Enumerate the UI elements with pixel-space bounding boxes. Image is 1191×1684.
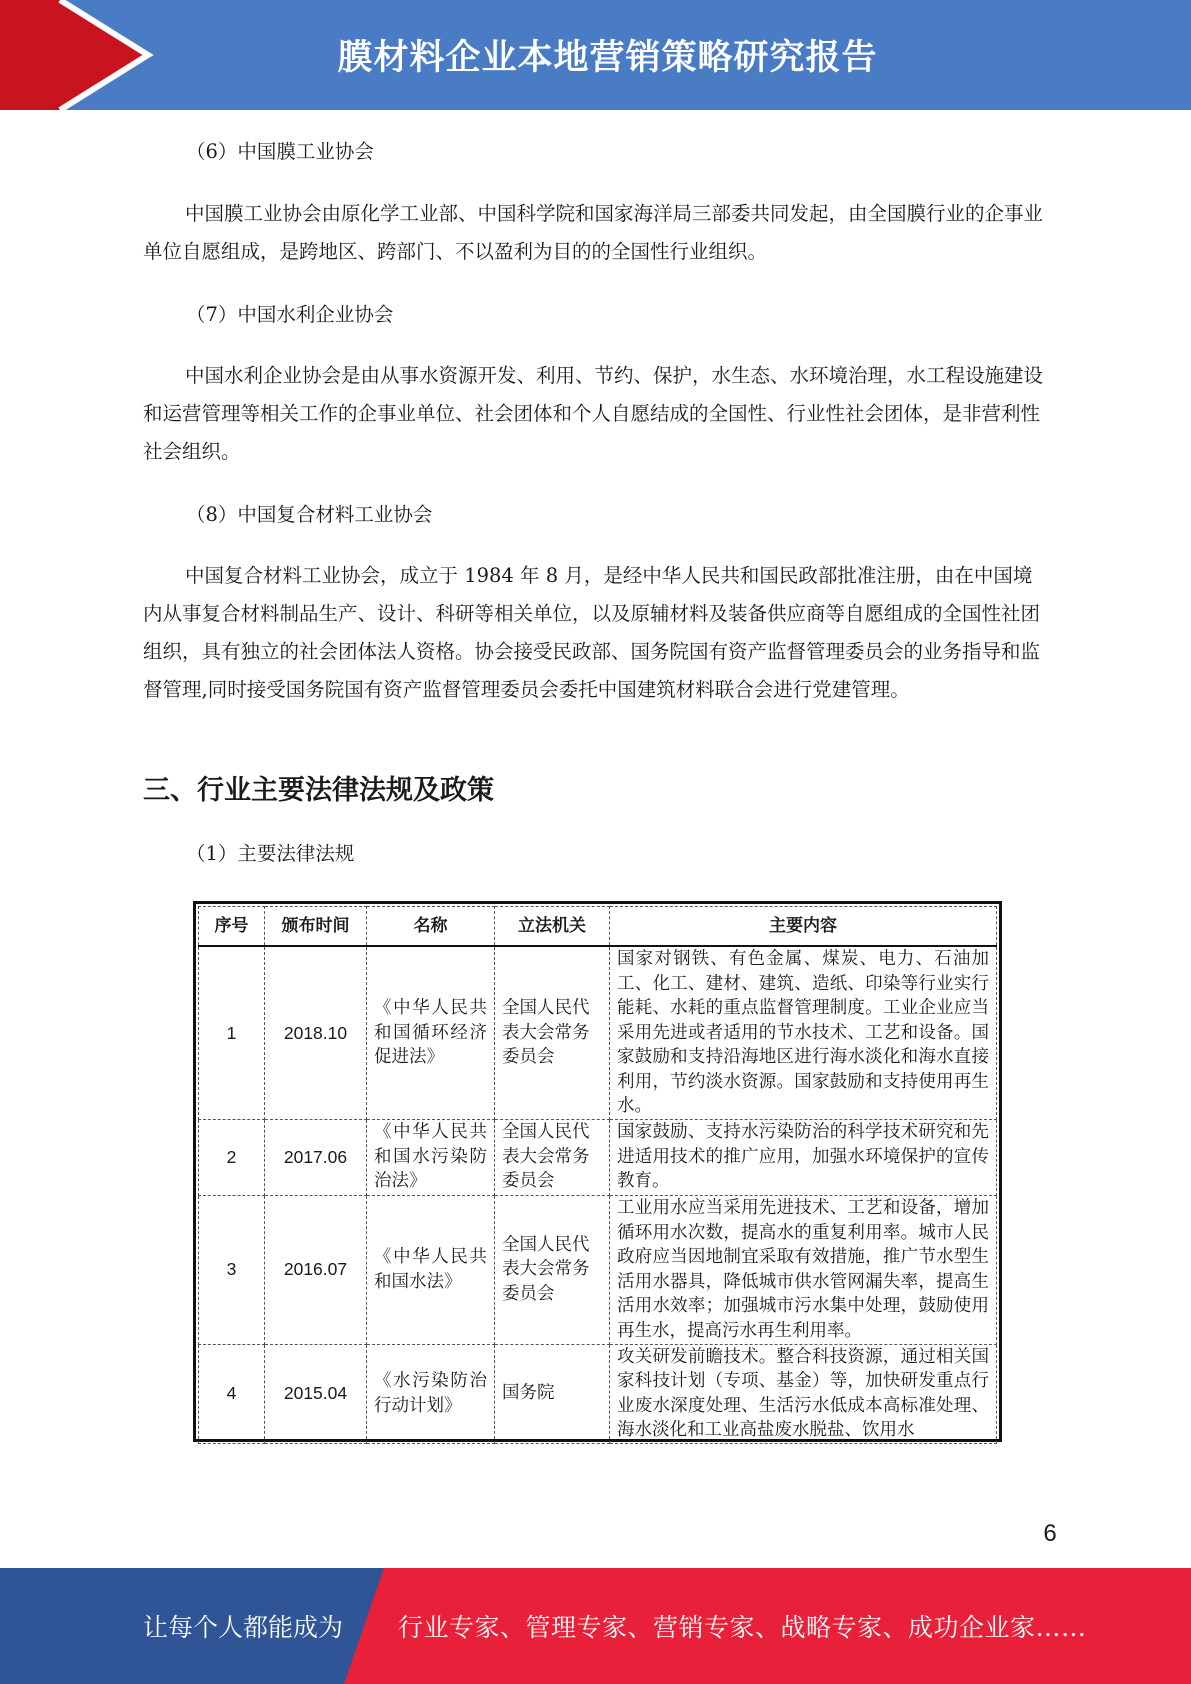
page-number: 6 [1043, 1520, 1057, 1547]
section-6-body: 中国膜工业协会由原化学工业部、中国科学院和国家海洋局三部委共同发起，由全国膜行业的企事业单位自愿组成，是跨地区、跨部门、不以盈利为目的的全国性行业组织。 [143, 202, 1044, 263]
cell-name: 《中华人民共和国水污染防治法》 [367, 1119, 495, 1195]
cell-date: 2015.04 [265, 1344, 367, 1443]
table-row [199, 1119, 997, 1195]
cell-date: 2017.06 [265, 1119, 367, 1195]
section-8-body: 中国复合材料工业协会，成立于 1984 年 8 月，是经中华人民共和国民政部批准注册，由在中国境内从事复合材料制品生产、设计、科研等相关单位，以及原辅材料及装备供应商等自愿组成的全国性社团组织，具有独立的社会团体法人资格。协会接受民政部、国务院国有资产监督管理委员会的业务指导和监督管理,同时接受国务院国有资产监督管理委员会委托中国建筑材料联合会进行党建管理。 [143, 564, 1041, 701]
cell-content: 攻关研发前瞻技术。整合科技资源，通过相关国家科技计划（专项、基金）等，加快研发重点行业废水深度处理、生活污水低成本高标准处理、海水淡化和工业高盐废水脱盐、饮用水 [610, 1344, 997, 1443]
table-row [199, 1344, 997, 1443]
cell-date: 2018.10 [265, 946, 367, 1119]
footer-banner [0, 1568, 1191, 1684]
footer-slogan-right: 行业专家、管理专家、营销专家、战略专家、成功企业家…… [398, 1613, 1087, 1642]
header-cell-content: 主要内容 [610, 907, 997, 947]
laws-table [198, 906, 997, 1444]
header-cell-date: 颁布时间 [265, 907, 367, 947]
header-cell-name: 名称 [367, 907, 495, 947]
header-cell-no: 序号 [199, 907, 265, 947]
laws-table-frame [193, 901, 1002, 1442]
header-cell-org: 立法机关 [495, 907, 610, 947]
chapter-title: 三、行业主要法律法规及政策 [143, 775, 494, 806]
section-7-body: 中国水利企业协会是由从事水资源开发、利用、节约、保护，水生态、水环境治理，水工程设施建设和运营管理等相关工作的企事业单位、社会团体和个人自愿结成的全国性、行业性社会团体，是非营利性社会组织。 [143, 364, 1044, 463]
cell-no: 1 [199, 946, 265, 1119]
table-header-row [199, 907, 997, 947]
cell-content: 工业用水应当采用先进技术、工艺和设备，增加循环用水次数，提高水的重复利用率。城市人民政府应当因地制宜采取有效措施，推广节水型生活用水器具，降低城市供水管网漏失率，提高生活用水效率；加强城市污水集中处理，鼓励使用再生水，提高污水再生利用率。 [610, 1195, 997, 1344]
cell-org: 全国人民代表大会常务委员会 [495, 1195, 610, 1344]
report-title: 膜材料企业本地营销策略研究报告 [337, 38, 878, 78]
table-row [199, 1195, 997, 1344]
cell-name: 《中华人民共和国水法》 [367, 1195, 495, 1344]
cell-no: 2 [199, 1119, 265, 1195]
footer-slogan-left: 让每个人都能成为 [143, 1613, 344, 1642]
header-banner [0, 0, 1191, 110]
section-6-heading: （6）中国膜工业协会 [186, 140, 374, 163]
cell-content: 国家对钢铁、有色金属、煤炭、电力、石油加工、化工、建材、建筑、造纸、印染等行业实行能耗、水耗的重点监督管理制度。工业企业应当采用先进或者适用的节水技术、工艺和设备。国家鼓励和支持沿海地区进行海水淡化和海水直接利用，节约淡水资源。国家鼓励和支持使用再生水。 [610, 946, 997, 1119]
cell-no: 3 [199, 1195, 265, 1344]
table-row [199, 946, 997, 1119]
cell-org: 全国人民代表大会常务委员会 [495, 1119, 610, 1195]
cell-name: 《水污染防治行动计划》 [367, 1344, 495, 1443]
cell-date: 2016.07 [265, 1195, 367, 1344]
cell-org: 国务院 [495, 1344, 610, 1443]
subsection-1-heading: （1）主要法律法规 [186, 842, 355, 865]
section-8-heading: （8）中国复合材料工业协会 [186, 503, 433, 526]
cell-org: 全国人民代表大会常务委员会 [495, 946, 610, 1119]
cell-no: 4 [199, 1344, 265, 1443]
section-7-heading: （7）中国水利企业协会 [186, 303, 394, 326]
cell-name: 《中华人民共和国循环经济促进法》 [367, 946, 495, 1119]
cell-content: 国家鼓励、支持水污染防治的科学技术研究和先进适用技术的推广应用，加强水环境保护的宣传教育。 [610, 1119, 997, 1195]
